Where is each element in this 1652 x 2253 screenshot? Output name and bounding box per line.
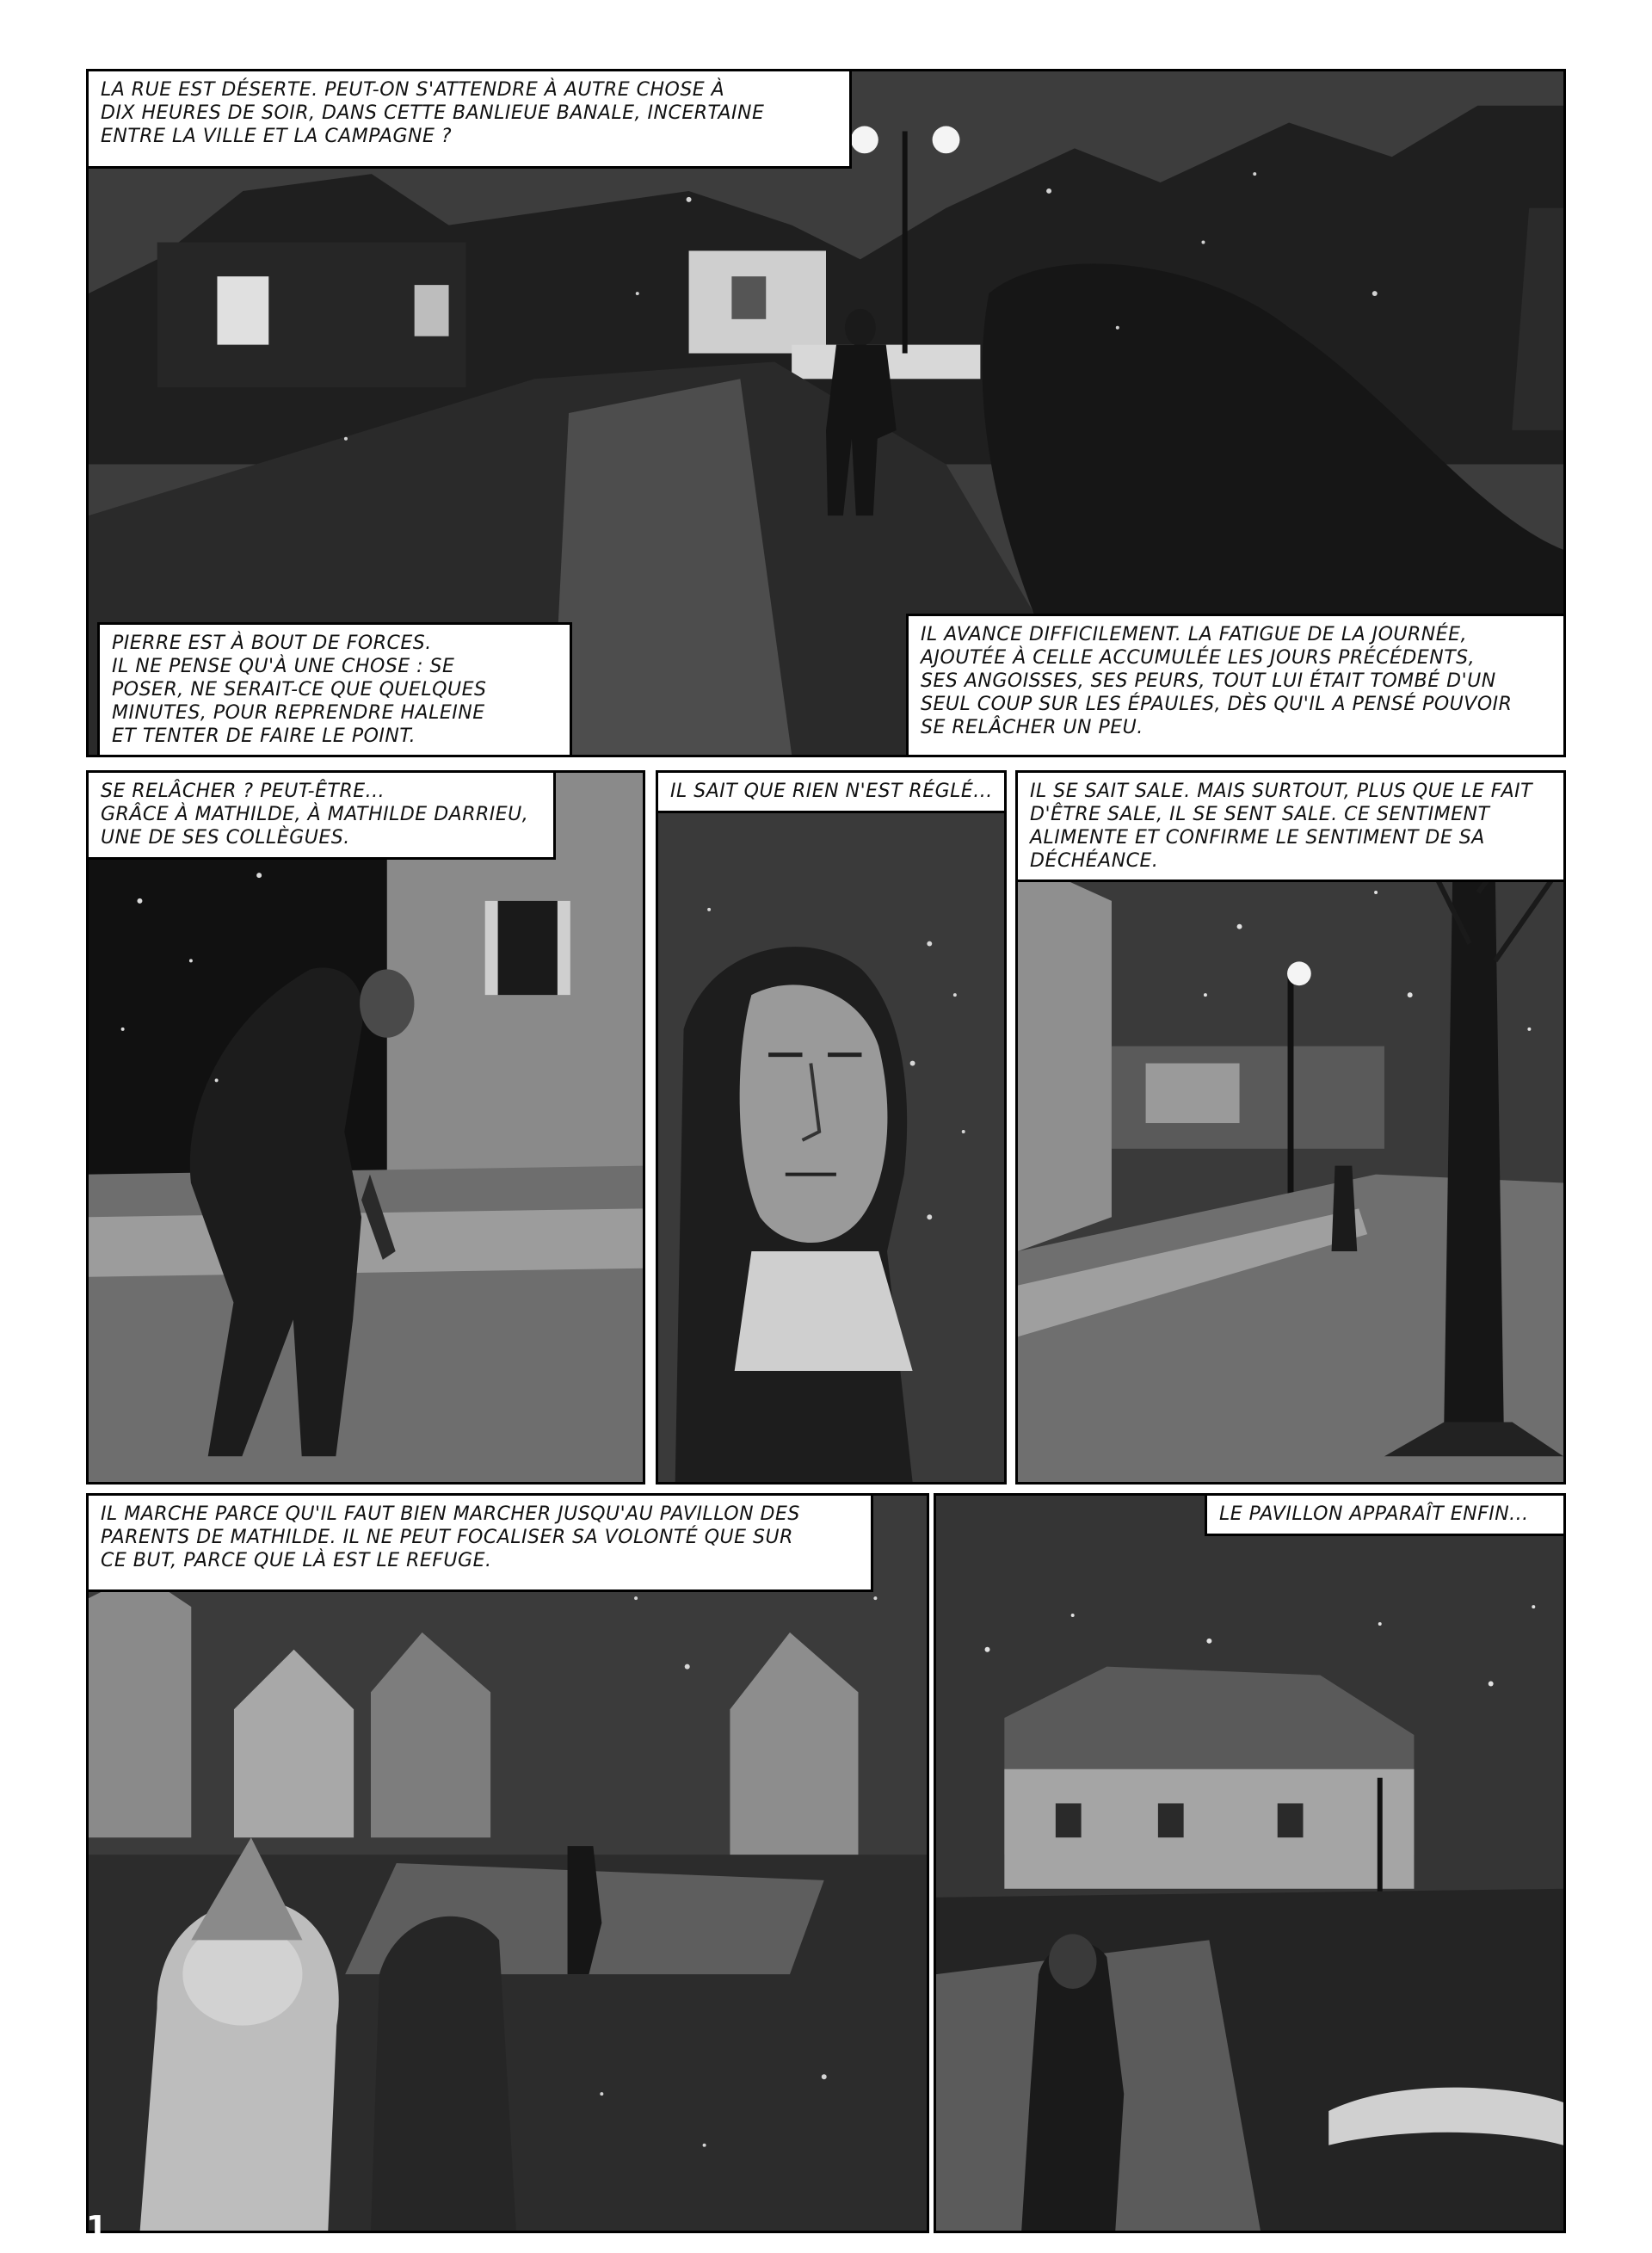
panel-lamppost-street xyxy=(1015,770,1566,1485)
caption-line: DÉCHÉANCE. xyxy=(1030,850,1159,872)
caption-line: LA RUE EST DÉSERTE. PEUT-ON S'ATTENDRE À AUTRE CHOSE À xyxy=(101,79,725,101)
caption-walking xyxy=(86,1493,873,1592)
caption-line: SE RELÂCHER ? PEUT-ÊTRE... xyxy=(101,781,385,802)
caption-line: LE PAVILLON APPARAÎT ENFIN... xyxy=(1219,1503,1529,1525)
caption-line: GRÂCE À MATHILDE, À MATHILDE DARRIEU, xyxy=(101,804,529,825)
caption-line: UNE DE SES COLLÈGUES. xyxy=(101,827,350,849)
leaning-wall-illustration xyxy=(89,773,643,1482)
caption-line: CE BUT, PARCE QUE LÀ EST LE REFUGE. xyxy=(101,1550,492,1571)
caption-house-appears xyxy=(1205,1493,1566,1536)
caption-dirty xyxy=(1015,770,1566,882)
caption-line: SEUL COUP SUR LES ÉPAULES, DÈS QU'IL A PENSÉ POUVOIR xyxy=(921,694,1513,715)
caption-line: MINUTES, POUR REPRENDRE HALEINE xyxy=(112,702,485,724)
caption-line: D'ÊTRE SALE, IL SE SENT SALE. CE SENTIMENT xyxy=(1030,804,1490,825)
panel-street-night xyxy=(86,69,1566,757)
panel-face-closeup xyxy=(656,770,1007,1485)
caption-line: DIX HEURES DE SOIR, DANS CETTE BANLIEUE BANALE, INCERTAINE xyxy=(101,102,765,124)
caption-relax xyxy=(86,770,556,860)
caption-line: ALIMENTE ET CONFIRME LE SENTIMENT DE SA xyxy=(1030,827,1485,849)
page-number: 1 xyxy=(86,2210,108,2245)
caption-line: IL NE PENSE QU'À UNE CHOSE : SE xyxy=(112,656,455,677)
caption-line: IL AVANCE DIFFICILEMENT. LA FATIGUE DE LA JOURNÉE, xyxy=(921,624,1468,645)
caption-line: SE RELÂCHER UN PEU. xyxy=(921,717,1143,738)
caption-line: IL SAIT QUE RIEN N'EST RÉGLÉ... xyxy=(670,781,993,802)
caption-nothing-settled xyxy=(656,770,1007,813)
caption-line: POSER, NE SERAIT-CE QUE QUELQUES xyxy=(112,679,487,701)
caption-line: SES ANGOISSES, SES PEURS, TOUT LUI ÉTAIT TOMBÉ D'UN xyxy=(921,670,1496,692)
house-appears-illustration xyxy=(936,1496,1563,2231)
caption-line: PIERRE EST À BOUT DE FORCES. xyxy=(112,633,432,654)
caption-line: IL MARCHE PARCE QU'IL FAUT BIEN MARCHER JUSQU'AU PAVILLON DES xyxy=(101,1503,800,1525)
panel-leaning-wall xyxy=(86,770,645,1485)
caption-exhausted xyxy=(97,622,572,757)
caption-line: ET TENTER DE FAIRE LE POINT. xyxy=(112,725,416,747)
face-closeup-illustration xyxy=(658,773,1004,1482)
caption-line: IL SE SAIT SALE. MAIS SURTOUT, PLUS QUE LE FAIT xyxy=(1030,781,1533,802)
caption-line: AJOUTÉE À CELLE ACCUMULÉE LES JOURS PRÉCÉDENTS, xyxy=(921,647,1476,669)
caption-deserted-street xyxy=(86,69,852,169)
panel-house-appears xyxy=(934,1493,1566,2233)
caption-line: ENTRE LA VILLE ET LA CAMPAGNE ? xyxy=(101,126,453,147)
caption-fatigue xyxy=(906,614,1566,757)
caption-line: PARENTS DE MATHILDE. IL NE PEUT FOCALISER SA VOLONTÉ QUE SUR xyxy=(101,1527,793,1548)
walking-houses-illustration xyxy=(89,1496,927,2231)
panel-walking-houses xyxy=(86,1493,929,2233)
